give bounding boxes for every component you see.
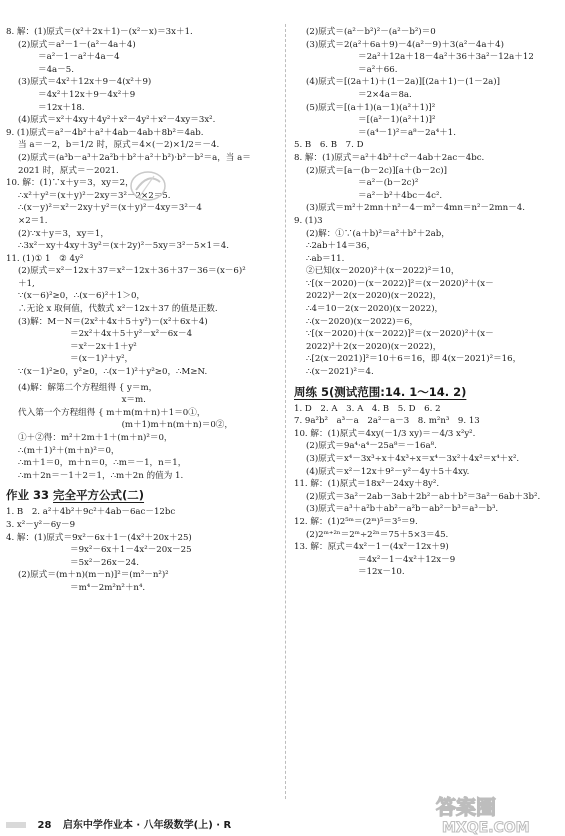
watermark-seal-icon (128, 168, 168, 204)
solution-line: 代入第一个方程组得 { m＋m(m＋n)＋1＝0①， (18, 407, 206, 418)
solution-line: 4. 解：(1)原式＝9x²－6x＋1－(4x²＋20x＋25) (6, 532, 192, 543)
solution-line: x＝m. (70, 395, 146, 406)
solution-line: (4)原式＝x²＋4xy＋4y²＋x²－4y²＋x²－4xy＝3x². (18, 115, 216, 126)
solution-line: (2)解：①∵(a＋b)²＝a²＋b²＋2ab， (306, 228, 450, 239)
solution-line: ＝4x²－1－4x²＋12x－9 (358, 554, 456, 565)
solution-line: ＋1, (18, 278, 35, 289)
right-solutions-part-2 (294, 403, 564, 579)
section-heading-homework-33 (6, 486, 276, 504)
solution-line: 5. B 6. B 7. D (294, 140, 364, 151)
solution-line: 11. 解：(1)原式＝18x²－24xy＋8y². (294, 479, 440, 490)
solution-line: (3)原式＝x⁴－3x³÷x＋4x³÷x＝x⁴－3x²＋4x²＝x⁴＋x². (306, 454, 520, 464)
solution-line: 2022)²＋2(x－2020)(x－2022)， (306, 341, 442, 352)
solution-line: ∴m＋2n＝－1＋2＝1，∴m＋2n 的值为 1. (18, 470, 184, 481)
solution-line: ×2＝1. (18, 215, 48, 226)
weekly-practice-title: 周练 5(测试范围:14. 1～14. 2) (294, 384, 467, 399)
solution-line: 8. 解：(1)原式＝(x²＋2x＋1)－(x²－x)＝3x＋1. (6, 27, 193, 37)
solution-line: ＝2×4a＝8a. (358, 89, 412, 100)
solution-line: (4)解：解第二个方程组得 { y＝m， (18, 382, 158, 393)
solution-line: ＝2x²＋4x＋5＋y²－x²－6x－4 (70, 329, 193, 340)
solution-line: ＝5x²－26x－24. (70, 557, 139, 568)
solution-line: 当 a＝－2，b＝1/2 时，原式＝4×(－2)×1/2＝－4. (18, 140, 220, 151)
left-solutions-part-1 (6, 26, 276, 482)
page-number: 28 (37, 820, 52, 831)
solution-line: (2)原式＝[a－(b－2c)][a＋(b－2c)] (306, 165, 447, 176)
solution-line: 9. (1)3 (294, 215, 323, 226)
solution-line: (2)原式＝x²－12x＋37＝x²－12x＋36＋37－36＝(x－6)² (18, 266, 246, 277)
solution-line: 10. 解：(1)原式＝4xy(－1/3 xy)＝－4/3 x²y². (294, 428, 476, 439)
solution-line: ∴ab＝11. (306, 253, 345, 264)
solution-line: 7. 9a²b² a³－a 2a²－a－3 8. m²n³ 9. 13 (294, 416, 480, 427)
solution-line: (2)2ᵐ⁺²ⁿ＝2ᵐ÷2²ⁿ＝75＋5×3＝45. (306, 529, 449, 540)
solution-line: (4)原式＝[(2a＋1)＋(1－2a)][(2a＋1)－(1－2a)] (306, 77, 500, 88)
solution-line: 13. 解：原式＝4x²－1－(4x²－12x＋9) (294, 542, 449, 553)
homework-number: 作业 33 (6, 488, 50, 503)
solution-line: ＝4a－5. (38, 64, 74, 75)
left-column (6, 26, 276, 595)
book-title: 启东中学作业本 · 八年级数学(上) · R (62, 820, 232, 831)
solution-line: ＝2a²＋12a＋18－4a²＋36＋3a²－12a＋12 (358, 52, 534, 63)
column-divider (285, 24, 286, 799)
footer-bar (6, 822, 26, 828)
solution-line: (2)原式＝(a³b－a³＋2a²b＋b²＋a²＋b²)·b²－b²＝a，当 a＝ (18, 152, 251, 163)
solution-line: ＝a²－(b－2c)² (358, 178, 419, 189)
solution-line: ∴(m＋1)²＋(m＋n)²＝0， (18, 445, 120, 456)
solution-line: ∴(x－2020)(x－2022)＝6， (306, 316, 419, 327)
solution-line: ＝a²＋66. (358, 64, 398, 75)
solution-line: (2)原式＝3a²－2ab－3ab＋2b²－ab＋b²＝3a²－6ab＋3b². (306, 491, 541, 502)
solution-line: ∵[(x－2020)＋(x－2022)]²＝(x－2020)²＋(x－ (306, 329, 494, 340)
solution-line: ＝12x－10. (358, 567, 405, 578)
solution-line: ∴2ab＋14＝36， (306, 241, 376, 252)
solution-line: (2)原式＝a²－1－(a²－4a＋4) (18, 39, 136, 50)
solution-line: ＝(x－1)²＋y²， (70, 354, 134, 365)
solution-line: 1. D 2. A 3. A 4. B 5. D 6. 2 (294, 403, 441, 414)
solution-line: ∴3x²－xy＋4xy＋3y²＝(x＋2y)²－5xy＝3²－5×1＝4. (18, 241, 229, 252)
solution-line: (2)原式＝(a²－b²)²－(a²－b²)＝0 (306, 27, 436, 37)
solution-line: 9. (1)原式＝a²－4b²＋a²＋4ab－4ab＋8b²＝4ab. (6, 127, 204, 138)
page-footer (6, 818, 231, 834)
solution-line: 2021 时，原式＝－2021. (18, 165, 119, 176)
watermark-logo-icon (428, 790, 558, 836)
solution-line: (3)原式＝4x²＋12x＋9－4(x²＋9) (18, 77, 152, 88)
solution-line: (3)原式＝a³＋a²b＋ab²－a²b－ab²－b³＝a³－b³. (306, 504, 499, 515)
solution-line: (4)原式＝x²－12x＋9²－y²－4y＋5＋4xy. (306, 466, 470, 477)
solution-line: (m＋1)m＋n(m＋n)＝0②， (70, 420, 233, 431)
solution-line: ②已知(x－2020)²＋(x－2022)²＝10， (306, 266, 460, 277)
solution-line: 8. 解：(1)原式＝a²＋4b²＋c²－4ab＋2ac－4bc. (294, 152, 485, 163)
solution-line: ＝m⁴－2m²n²＋n⁴. (70, 582, 146, 593)
solution-line: ∴x²＋y²＝(x＋y)²－2xy＝3²－2×2＝5. (18, 190, 171, 201)
solution-line: ∵(x－1)²≥0，y²≥0，∴(x－1)²＋y²≥0，∴M≥N. (18, 367, 208, 378)
solution-line: ＝a²－1－a²＋4a－4 (38, 52, 120, 63)
solution-line: ∴无论 x 取何值，代数式 x²－12x＋37 的值是正数. (18, 304, 218, 315)
solution-line: (2)原式＝(m＋n)(m－n)]²＝(m²－n²)² (18, 570, 169, 581)
homework-title: 完全平方公式(二) (53, 488, 145, 503)
solution-line: ＝12x＋18. (38, 102, 85, 113)
solution-line: ∵[(x－2020)－(x－2022)]²＝(x－2020)²＋(x－ (306, 278, 494, 289)
solution-line: ＝4x²＋12x＋9－4x²＋9 (38, 89, 136, 100)
solution-line: 1. B 2. a²＋4b²＋9c²＋4ab－6ac－12bc (6, 507, 176, 518)
solution-line: ＝[(a²－1)(a²＋1)]² (358, 115, 436, 126)
solution-line: 3. x²－y²－6y－9 (6, 519, 76, 530)
left-solutions-part-2 (6, 506, 276, 594)
solution-line: (2)∵x＋y＝3，xy＝1， (18, 228, 109, 239)
solution-line: 2022)²－2(x－2020)(x－2022)， (306, 291, 442, 302)
solution-line: (3)原式＝2(a²＋6a＋9)－4(a²－9)＋3(a²－4a＋4) (306, 39, 504, 50)
solution-line: ∴(x－2021)²＝4. (306, 367, 374, 378)
right-solutions-part-1 (294, 26, 564, 379)
solution-line: ∴m＋1＝0，m＋n＝0，∴m＝－1，n＝1， (18, 458, 187, 469)
solution-line: ＝a²－b²＋4bc－4c². (358, 190, 443, 201)
svg-text:答案圈: 答案圈 (436, 795, 496, 819)
solution-line: ＝(a⁴－1)²＝a⁸－2a⁴＋1. (358, 127, 456, 138)
section-heading-weekly-practice-5 (294, 383, 564, 401)
solution-line: ①＋②得：m²＋2m＋1＋(m＋n)²＝0， (18, 433, 173, 443)
solution-line: (3)解：M－N＝(2x²＋4x＋5＋y²)－(x²＋6x＋4) (18, 316, 208, 327)
solution-line: (5)原式＝[(a＋1)(a－1)(a²＋1)]² (306, 102, 436, 113)
svg-text:MXQE.COM: MXQE.COM (442, 820, 530, 836)
solution-line: ∴4＝10－2(x－2020)(x－2022)， (306, 304, 444, 315)
solution-line: (2)原式＝9a⁴·a⁴－25a⁸＝－16a⁸. (306, 441, 437, 452)
solution-line: ∴[2(x－2021)]²＝10＋6＝16，即 4(x－2021)²＝16， (306, 354, 522, 365)
solution-line: 10. 解：(1)∵x＋y＝3，xy＝2， (6, 178, 134, 189)
solution-line: ∵(x－6)²≥0，∴(x－6)²＋1＞0， (18, 291, 146, 302)
solution-line: ＝9x²－6x＋1－4x²－20x－25 (70, 545, 192, 556)
solution-line: (3)原式＝m²＋2mn＋n²－4－m²－4mn＝n²－2mn－4. (306, 203, 525, 214)
solution-line: ＝x²－2x＋1＋y² (70, 341, 137, 352)
right-column (294, 26, 564, 579)
solution-line: ∴(x－y)²＝x²－2xy＋y²＝(x＋y)²－4xy＝3²－4 (18, 203, 202, 214)
solution-line: 11. (1)① 1 ② 4y² (6, 253, 84, 264)
solution-line: 12. 解：(1)2⁵ᵐ＝(2ᵐ)⁵＝3⁵＝9. (294, 516, 418, 527)
